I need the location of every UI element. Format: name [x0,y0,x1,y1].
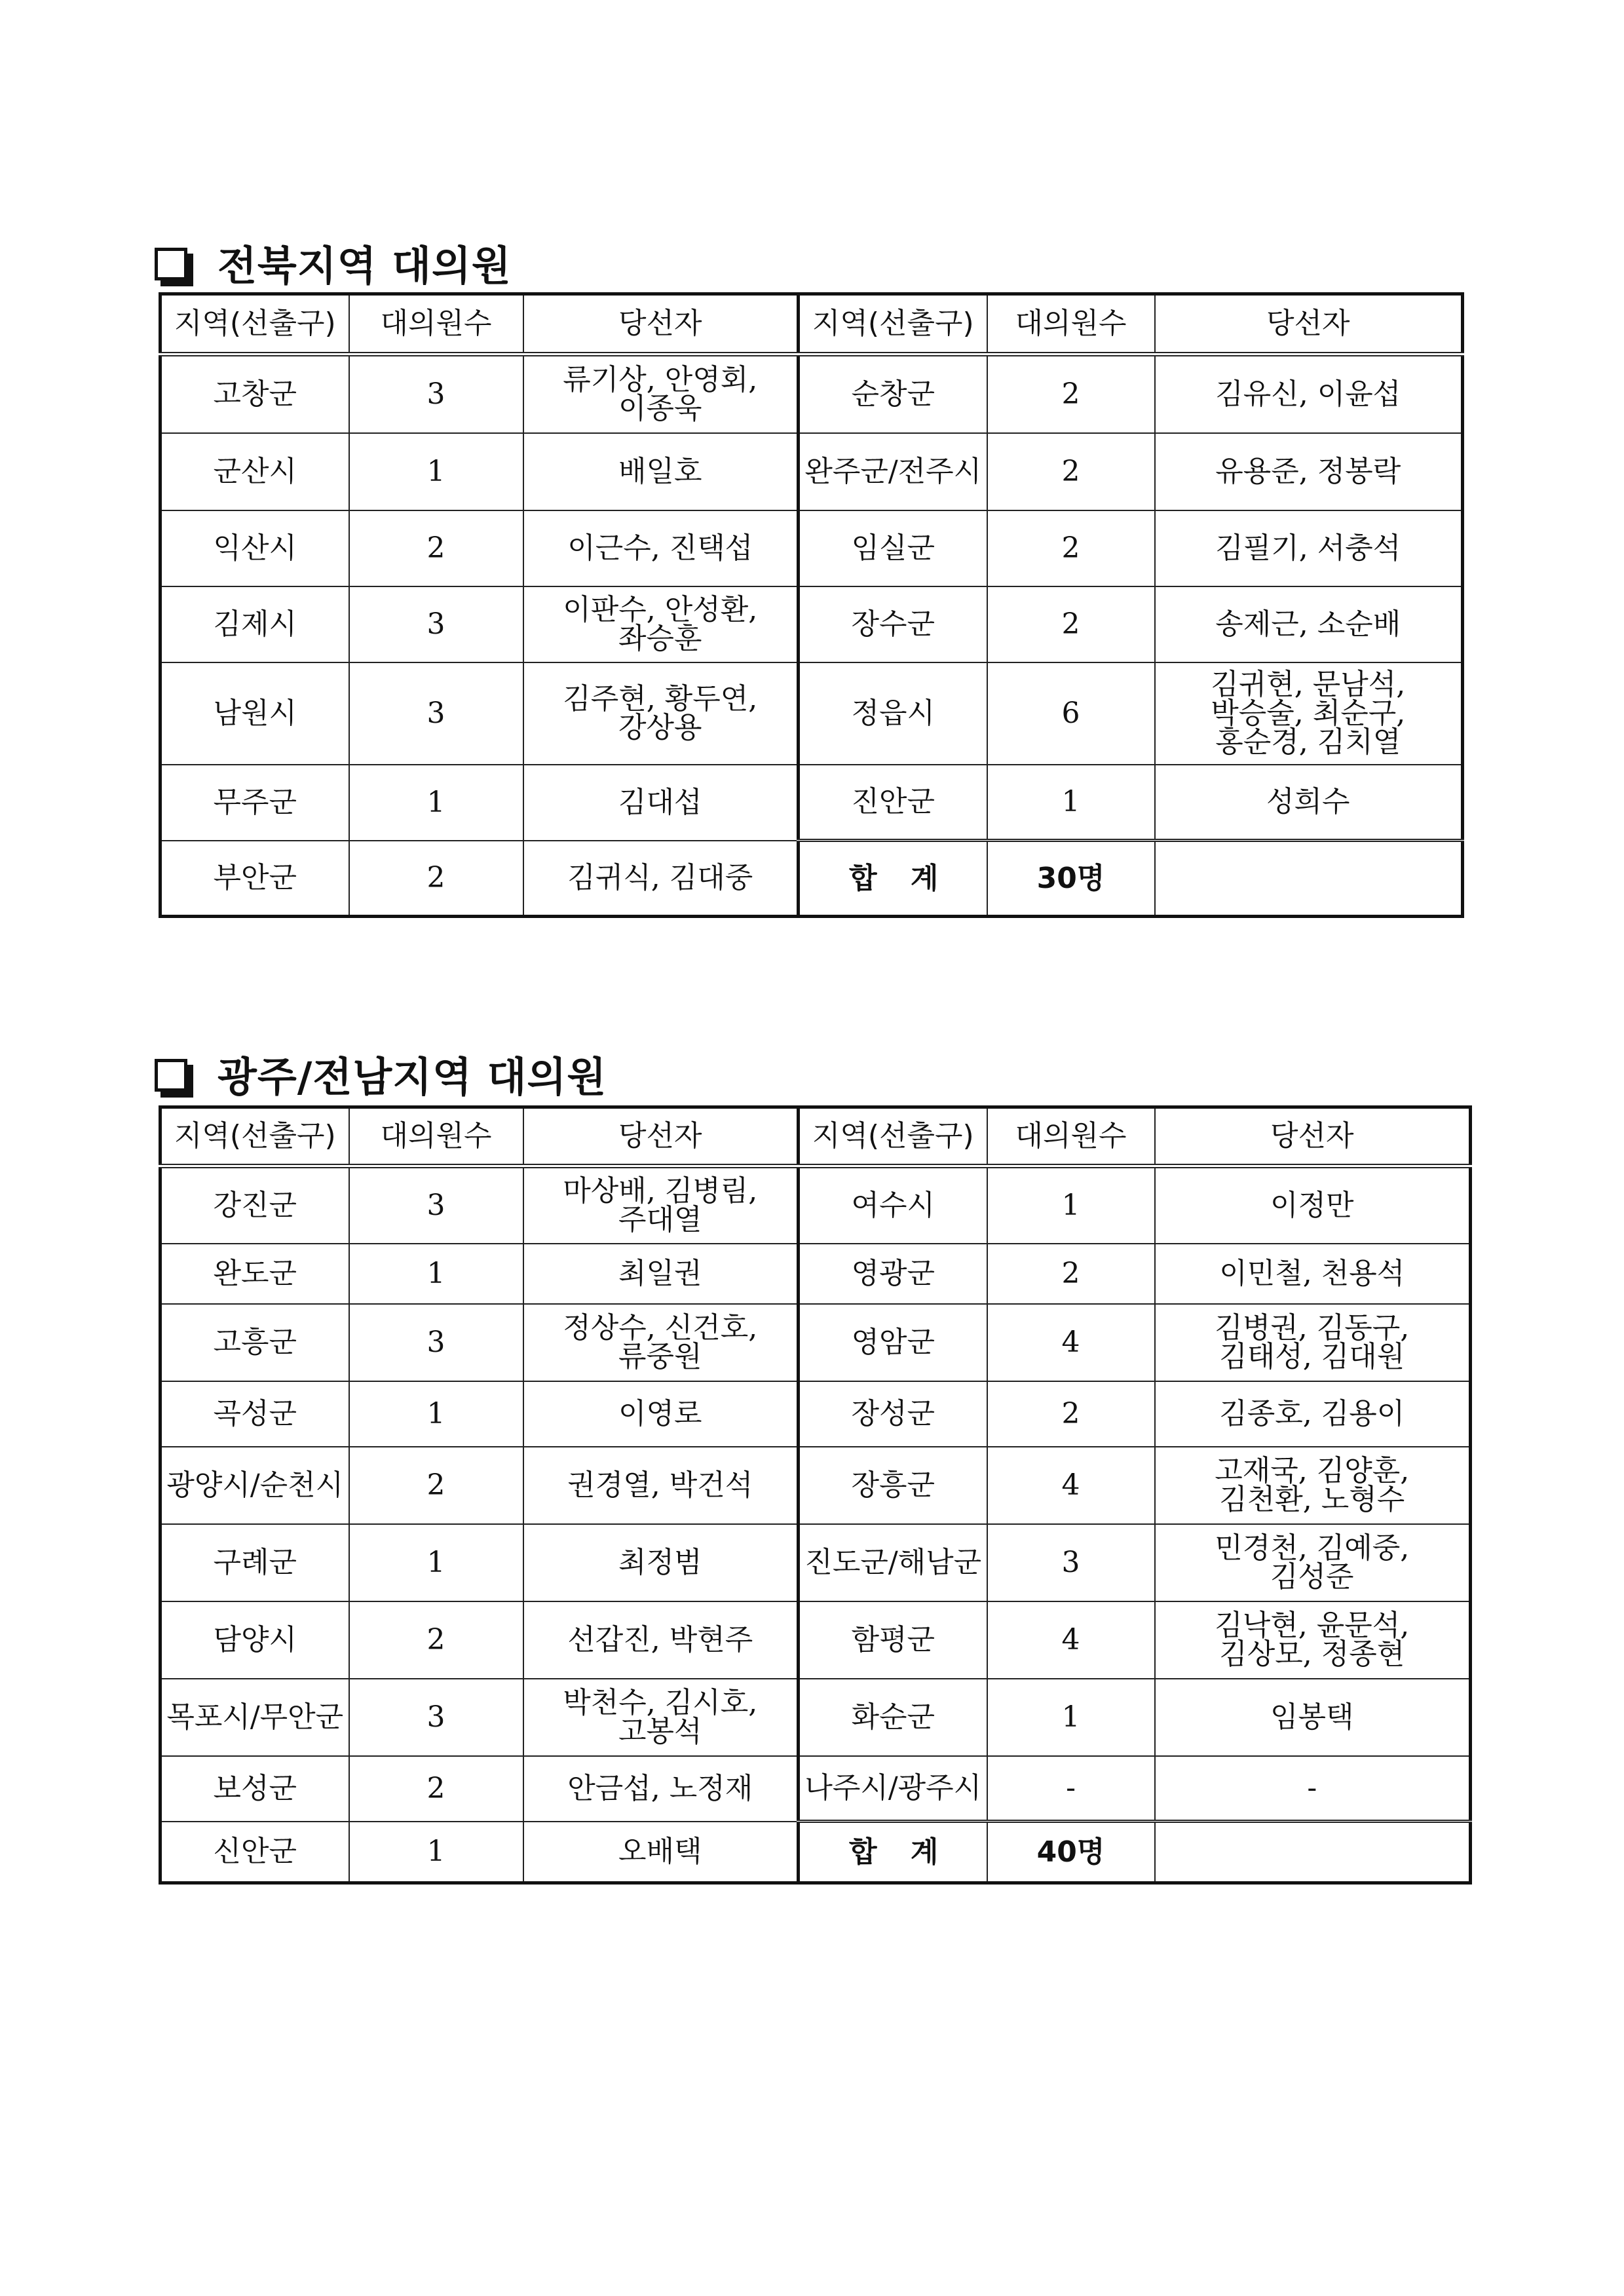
count-cell: 2 [987,1244,1155,1304]
count-cell: 4 [987,1447,1155,1524]
winners-cell [523,1447,799,1524]
winner-line: 김귀현, 문남석, [1211,667,1406,701]
delegate-table-jeonbuk [159,292,1464,918]
winner-line: 김주현, 황두연, [563,681,758,716]
count-cell: 2 [987,510,1155,586]
winner-line: 정상수, 신건호, [563,1311,758,1345]
region-cell: 영광군 [799,1244,987,1304]
table-row [161,1447,1471,1524]
column-header: 대의원수 [349,1107,523,1166]
winners-cell [523,765,799,841]
region-cell: 진안군 [799,765,987,841]
winner-line: 김유신, 이윤섭 [1215,377,1401,411]
count-cell: 1 [349,765,523,841]
winners-cell [523,354,799,433]
winner-line: 박천수, 김시호, [563,1685,758,1719]
winners-cell [1155,1304,1471,1381]
winner-line: 김귀식, 김대중 [567,860,753,894]
winners-cell [523,1822,799,1883]
column-header: 당선자 [1155,1107,1471,1166]
winners-cell [1155,1601,1471,1679]
winner-line: 민경천, 김예중, [1215,1531,1410,1565]
winners-cell [523,1524,799,1601]
winner-line: 마상배, 김병림, [563,1174,758,1208]
region-cell: 광양시/순천시 [161,1447,349,1524]
checkbox-square-icon [155,1059,187,1092]
winner-line: 홍순경, 김치열 [1215,725,1401,759]
total-blank-cell [1155,841,1463,917]
winners-cell [1155,433,1463,510]
winners-cell [1155,1166,1471,1244]
table-row [161,1822,1471,1883]
winners-cell [523,1304,799,1381]
winner-line: 권경열, 박건석 [567,1468,753,1502]
count-cell: 2 [349,1756,523,1822]
winner-line: 김병권, 김동구, [1215,1311,1410,1345]
count-cell: 1 [349,1524,523,1601]
column-header: 지역(선출구) [161,1107,349,1166]
count-cell: 4 [987,1304,1155,1381]
winners-cell [523,1244,799,1304]
region-cell: 고흥군 [161,1304,349,1381]
count-cell: 2 [349,1601,523,1679]
winner-line: 김태성, 김대원 [1219,1339,1405,1373]
table-row [161,1304,1471,1381]
count-cell: 2 [349,510,523,586]
winner-line: 배일호 [618,454,702,488]
region-cell: 목포시/무안군 [161,1679,349,1756]
winner-line: 유용준, 정봉락 [1215,454,1401,488]
winner-line: 좌승훈 [618,621,702,655]
region-cell: 함평군 [799,1601,987,1679]
region-cell: 나주시/광주시 [799,1756,987,1822]
winner-line: 이영로 [618,1396,702,1430]
winner-line: 오배택 [618,1834,702,1868]
winner-line: 송제근, 소순배 [1215,607,1401,641]
winners-cell [1155,1756,1471,1822]
count-cell: 3 [349,586,523,662]
winner-line: 김대섭 [618,785,702,819]
count-cell: 2 [349,1447,523,1524]
region-cell: 장흥군 [799,1447,987,1524]
winner-line: 선갑진, 박현주 [567,1622,753,1656]
column-header: 당선자 [523,294,799,354]
table-row [161,1679,1471,1756]
table-row [161,662,1463,765]
checkbox-square-icon [155,248,187,280]
count-cell: 3 [349,354,523,433]
winners-cell [523,841,799,917]
region-cell: 고창군 [161,354,349,433]
table-row [161,1244,1471,1304]
region-cell: 곡성군 [161,1381,349,1447]
table-row [161,1756,1471,1822]
region-cell: 장성군 [799,1381,987,1447]
count-cell: 3 [349,1166,523,1244]
count-cell: 1 [349,1244,523,1304]
total-value-cell: 30명 [987,841,1155,917]
winners-cell [523,1679,799,1756]
winner-line: 이정만 [1270,1188,1354,1222]
winner-line: 최정범 [618,1545,702,1579]
count-cell: 2 [987,354,1155,433]
region-cell: 남원시 [161,662,349,765]
region-cell: 김제시 [161,586,349,662]
winners-cell [1155,662,1463,765]
column-header: 대의원수 [987,1107,1155,1166]
winner-line: 김천환, 노형수 [1219,1482,1405,1516]
winner-line: 주대열 [618,1202,702,1236]
region-cell: 신안군 [161,1822,349,1883]
winner-line: 김종호, 김용이 [1219,1396,1405,1430]
winners-cell [523,1166,799,1244]
column-header: 대의원수 [987,294,1155,354]
count-cell: - [987,1756,1155,1822]
region-cell: 무주군 [161,765,349,841]
winner-line: 임봉택 [1270,1700,1354,1734]
total-blank-cell [1155,1822,1471,1883]
count-cell: 1 [349,433,523,510]
region-cell: 보성군 [161,1756,349,1822]
winners-cell [1155,510,1463,586]
table-row [161,1166,1471,1244]
delegate-table-gwangju-jeonnam [159,1105,1472,1885]
count-cell: 4 [987,1601,1155,1679]
winner-line: 이판수, 안성환, [563,592,758,626]
count-cell: 2 [987,433,1155,510]
winner-line: 안금섭, 노정재 [567,1771,753,1805]
column-header: 당선자 [1155,294,1463,354]
region-cell: 담양시 [161,1601,349,1679]
winner-line: 이민철, 천용석 [1219,1256,1405,1290]
count-cell: 1 [987,1166,1155,1244]
region-cell: 완도군 [161,1244,349,1304]
table-row [161,586,1463,662]
section-title-jeonbuk [155,233,512,292]
table-row [161,1524,1471,1601]
winner-line: - [1307,1770,1317,1805]
winner-line: 이근수, 진택섭 [567,531,753,565]
winner-line: 고재국, 김양훈, [1215,1453,1410,1487]
column-header: 당선자 [523,1107,799,1166]
count-cell: 3 [349,662,523,765]
column-header: 대의원수 [349,294,523,354]
region-cell: 군산시 [161,433,349,510]
count-cell: 6 [987,662,1155,765]
winners-cell [1155,1524,1471,1601]
count-cell: 1 [987,765,1155,841]
count-cell: 2 [349,841,523,917]
count-cell: 2 [987,1381,1155,1447]
region-cell: 익산시 [161,510,349,586]
winners-cell [1155,354,1463,433]
table-row [161,433,1463,510]
count-cell: 3 [987,1524,1155,1601]
region-cell: 영암군 [799,1304,987,1381]
count-cell: 1 [349,1381,523,1447]
winner-line: 성희수 [1266,784,1350,818]
table-row [161,841,1463,917]
total-label-cell: 합 계 [799,841,987,917]
winner-line: 김필기, 서충석 [1215,531,1401,565]
count-cell: 1 [349,1822,523,1883]
winners-cell [1155,765,1463,841]
total-value-cell: 40명 [987,1822,1155,1883]
winners-cell [1155,1381,1471,1447]
region-cell: 여수시 [799,1166,987,1244]
count-cell: 3 [349,1304,523,1381]
total-label-cell: 합 계 [799,1822,987,1883]
count-cell: 3 [349,1679,523,1756]
table-row [161,510,1463,586]
winners-cell [523,1756,799,1822]
winner-line: 김상모, 정종현 [1219,1637,1405,1671]
region-cell: 순창군 [799,354,987,433]
region-cell: 화순군 [799,1679,987,1756]
winner-line: 박승술, 최순구, [1211,696,1406,730]
winners-cell [523,662,799,765]
table-row [161,354,1463,433]
winners-cell [1155,1447,1471,1524]
section-title-text: 전북지역 대의원 [217,242,512,290]
winners-cell [523,586,799,662]
count-cell: 1 [987,1679,1155,1756]
winner-line: 이종욱 [618,391,702,425]
winner-line: 고봉석 [618,1714,702,1748]
winner-line: 김성준 [1270,1559,1354,1594]
count-cell: 2 [987,586,1155,662]
column-header: 지역(선출구) [799,1107,987,1166]
table-row [161,765,1463,841]
table-row [161,1381,1471,1447]
column-header: 지역(선출구) [161,294,349,354]
winner-line: 강상용 [618,710,702,744]
winner-line: 류중원 [618,1339,702,1373]
winner-line: 김낙현, 윤문석, [1215,1608,1410,1642]
winners-cell [523,1601,799,1679]
region-cell: 완주군/전주시 [799,433,987,510]
section-title-text: 광주/전남지역 대의원 [217,1053,607,1101]
winners-cell [1155,586,1463,662]
region-cell: 진도군/해남군 [799,1524,987,1601]
region-cell: 강진군 [161,1166,349,1244]
winners-cell [523,433,799,510]
winners-cell [523,510,799,586]
region-cell: 정읍시 [799,662,987,765]
winner-line: 최일권 [618,1256,702,1290]
winners-cell [523,1381,799,1447]
winners-cell [1155,1244,1471,1304]
winner-line: 류기상, 안영회, [563,362,758,396]
region-cell: 구례군 [161,1524,349,1601]
column-header: 지역(선출구) [799,294,987,354]
table-row [161,1601,1471,1679]
section-title-gwangju-jeonnam [155,1044,607,1103]
region-cell: 장수군 [799,586,987,662]
region-cell: 부안군 [161,841,349,917]
region-cell: 임실군 [799,510,987,586]
winners-cell [1155,1679,1471,1756]
